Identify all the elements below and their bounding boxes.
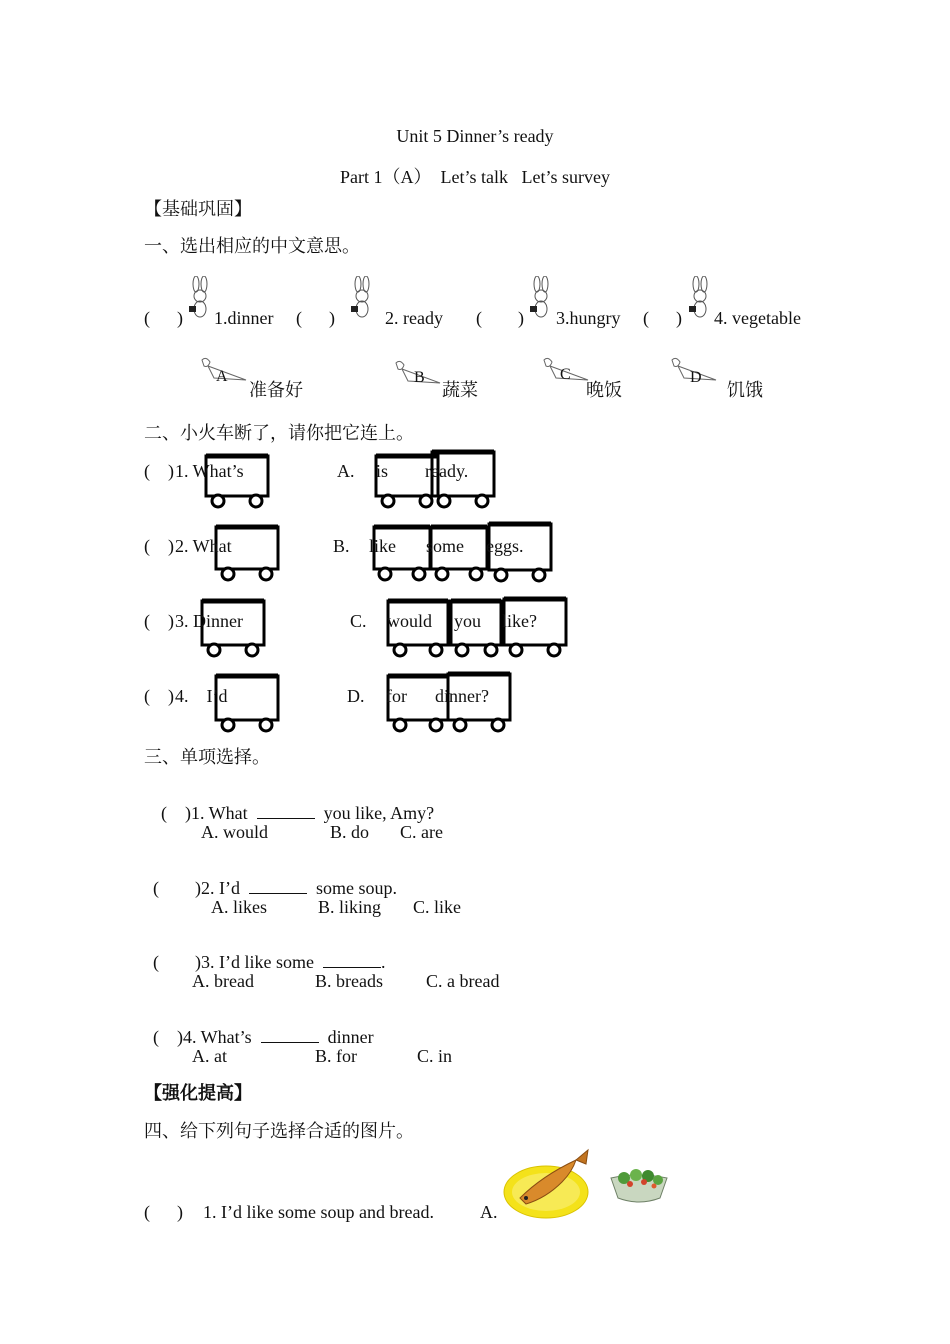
q3-paren: ( ) [161,803,191,823]
answer-blank[interactable] [257,804,315,819]
q1-word: 4. vegetable [714,308,801,328]
q3-stem: some soup. [316,878,397,898]
q3-option: C. a bread [426,971,500,991]
q2-right-word: ready. [425,461,469,481]
q2-right-letter: D. [347,686,365,706]
q1-word: 3.hungry [556,308,621,328]
option-letter: D [690,369,702,386]
q2-right-word: dinner? [435,686,489,706]
q3-paren: ( ) [153,878,201,898]
q4-option-letter: A. [480,1202,498,1222]
page-subtitle: Part 1（A） Let’s talk Let’s survey [340,167,610,187]
q2-right-word: for [386,686,407,706]
q2-right-word: like? [502,611,537,631]
q3-question [144,935,385,971]
q2-right-word: eggs. [486,536,524,556]
q2-left-text: 4. I’d [175,686,228,706]
rabbit-icon [527,276,557,322]
q2-left-text: 2. What [175,536,232,556]
q3-option: A. bread [192,971,254,991]
answer-blank[interactable] [249,879,307,894]
q2-paren: ( ) [144,536,174,556]
q3-stem: you like, Amy? [323,803,435,823]
q1-paren: ( ) [476,308,524,328]
answer-blank[interactable] [323,953,381,968]
q4-paren: ( ) [144,1202,183,1222]
q2-right-letter: C. [350,611,367,631]
q2-paren: ( ) [144,611,174,631]
option-meaning: 晚饭 [586,380,622,400]
q2-right-word: is [376,461,389,481]
rabbit-icon [686,276,716,322]
q3-option: C. like [413,897,461,917]
q2-paren: ( ) [144,686,174,706]
salad-bowl-icon [608,1164,670,1206]
q2-paren: ( ) [144,461,174,481]
q3-option: A. at [192,1046,227,1066]
q2-right-word: like [369,536,396,556]
q2-right-letter: B. [333,536,350,556]
option-meaning: 准备好 [249,380,303,400]
q2-left-text: 3. Dinner [175,611,243,631]
q3-heading: 三、单项选择。 [144,747,270,767]
rabbit-icon [348,276,378,322]
q3-stem: 1. What [191,803,248,823]
q3-option: B. do [330,822,370,842]
answer-blank[interactable] [261,1028,319,1043]
q3-stem: 2. I’d [201,878,240,898]
option-letter: B [414,369,425,386]
q3-option: B. breads [315,971,383,991]
q2-heading: 二、小火车断了，请你把它连上。 [144,423,414,443]
q3-option: A. would [201,822,268,842]
option-meaning: 饥饿 [727,380,763,400]
q2-right-word: some [426,536,464,556]
q3-option: C. in [417,1046,453,1066]
q3-option: B. for [315,1046,357,1066]
q3-question [144,1010,374,1046]
rabbit-icon [186,276,216,322]
q3-stem: 3. I’d like some [201,952,314,972]
q4-heading: 四、给下列句子选择合适的图片。 [144,1121,414,1141]
q3-stem: . [380,952,386,972]
q1-paren: ( ) [643,308,682,328]
q1-word: 2. ready [385,308,443,328]
q3-option: A. likes [211,897,267,917]
option-letter: A [216,368,228,385]
q4-sentence: 1. I’d like some soup and bread. [203,1202,434,1222]
q3-stem: dinner [327,1027,374,1047]
q1-word: 1.dinner [214,308,274,328]
q3-paren: ( ) [153,952,201,972]
q1-paren: ( ) [296,308,335,328]
q2-right-letter: A. [337,461,355,481]
q2-right-word: would [387,611,432,631]
q2-right-word: you [454,611,481,631]
option-letter: C [560,366,571,383]
q3-stem: 4. What’s [183,1027,252,1047]
q2-left-text: 1. What’s [175,461,244,481]
page-title: Unit 5 Dinner’s ready [396,126,554,146]
q3-question [144,861,397,897]
section-advanced-heading: 【强化提高】 [144,1083,252,1103]
q1-heading: 一、选出相应的中文意思。 [144,236,360,256]
q3-option: B. liking [318,897,382,917]
q3-paren: ( ) [153,1027,183,1047]
section-basic-heading: 【基础巩固】 [144,199,252,219]
q3-option: C. are [400,822,443,842]
q1-paren: ( ) [144,308,183,328]
q3-question [152,786,434,822]
fish-plate-icon [502,1146,596,1222]
option-meaning: 蔬菜 [442,380,478,400]
